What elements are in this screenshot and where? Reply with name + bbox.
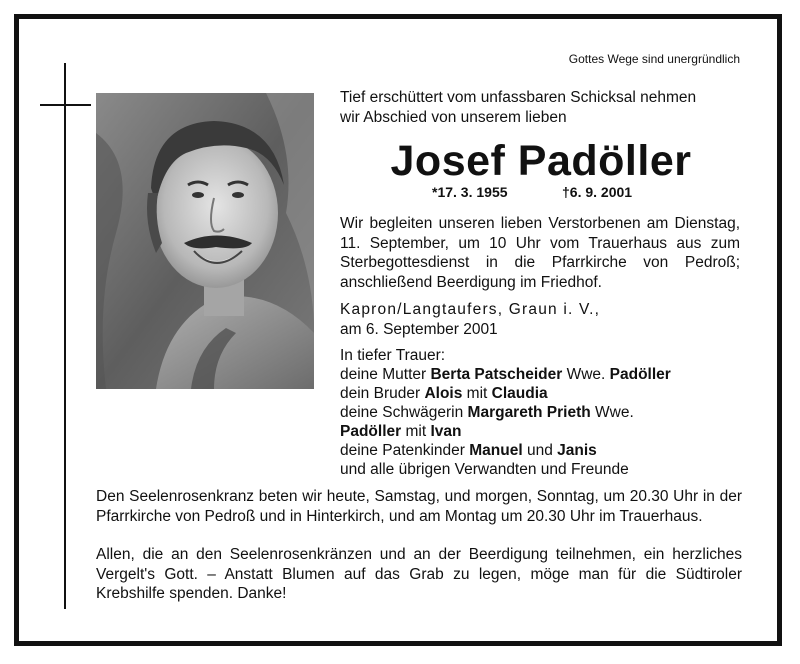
intro-line: Tief erschüttert vom unfassbaren Schicksal nehmen [340, 89, 697, 106]
mourner-line: deine Patenkinder Manuel und Janis [340, 442, 597, 459]
birth-date: *17. 3. 1955 [432, 184, 508, 200]
funeral-announcement: Wir begleiten unseren lieben Verstorbenen am Dienstag, 11. September, um 10 Uhr vom Trauerhaus aus zum Sterbegottesdienst in die Pfarrkirche von Pedroß; anschließend Beerdigung im Friedhof. [340, 215, 740, 291]
cross-icon-horizontal [40, 104, 91, 106]
notice-date: am 6. September 2001 [340, 320, 498, 338]
thanks-note: Allen, die an den Seelenrosenkränzen und an der Beerdigung teilnehmen, ein herzliches Vergelt's Gott. – Anstatt Blumen auf das Grab zu legen, möge man für die Südtiroler Krebshilfe spenden. Danke! [96, 546, 742, 602]
death-date: †6. 9. 2001 [562, 184, 633, 200]
deceased-name: Josef Padöller [390, 137, 692, 185]
mourner-line: deine Schwägerin Margareth Prieth Wwe. [340, 404, 634, 421]
portrait-photo [96, 93, 314, 389]
rosary-announcement: Den Seelenrosenkranz beten wir heute, Samstag, und morgen, Sonntag, um 20.30 Uhr in der Pfarrkirche von Pedroß und in Hinterkirch, und am Montag um 20.30 Uhr im Trauerhaus. [96, 488, 742, 525]
mourner-line: dein Bruder Alois mit Claudia [340, 385, 548, 402]
mourners-heading: In tiefer Trauer: [340, 347, 446, 364]
mourner-line: Padöller mit Ivan [340, 423, 462, 440]
place: Kapron/Langtaufers, Graun i. V., [340, 301, 601, 318]
cross-icon-vertical [64, 63, 66, 609]
mourner-line: deine Mutter Berta Patscheider Wwe. Padöller [340, 366, 671, 383]
mourner-line: und alle übrigen Verwandten und Freunde [340, 461, 629, 478]
intro-line: wir Abschied von unserem lieben [340, 109, 567, 126]
intro-text [340, 88, 742, 128]
portrait-image [96, 93, 314, 389]
place-and-date [340, 300, 740, 339]
motto: Gottes Wege sind unergründlich [568, 52, 740, 66]
mourners-list [340, 346, 742, 479]
